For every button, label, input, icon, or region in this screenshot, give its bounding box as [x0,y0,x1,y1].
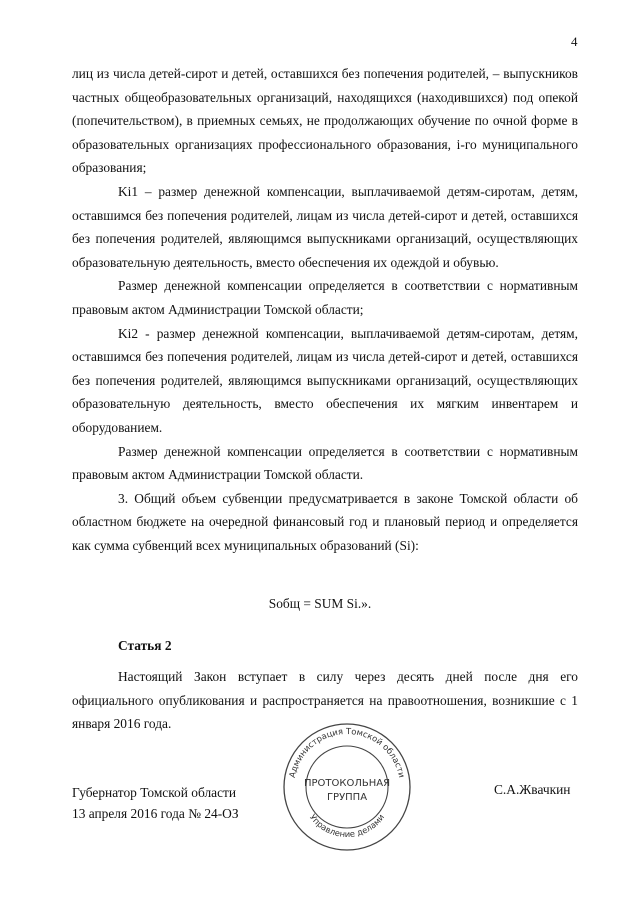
protocol-stamp [280,720,414,854]
law-date-number: 13 апреля 2016 года № 24-ОЗ [72,806,239,821]
signatory-title: Губернатор Томской области [72,785,237,800]
stamp-outer-top-text: Администрация Томской области [286,725,408,779]
page-number: 4 [571,34,578,49]
stamp-line2: ГРУППА [326,792,368,803]
article-text: Настоящий Закон вступает в силу через десять дней после дня его официального опубликования и распространяется на правоотношения, возникшие с 1 января 2016 года. [72,669,578,732]
stamp-line1: ПРОТОКОЛЬНАЯ [303,778,391,789]
paragraph: Размер денежной компенсации определяется в соответствии с нормативным правовым актом Администрации Томской области; [72,278,578,317]
signatory-name: С.А.Жвачкин [494,782,571,797]
stamp-outer-bottom-text: Управление делами [307,812,387,840]
paragraph: Ki1 – размер денежной компенсации, выплачиваемой детям-сиротам, детям, оставшимся без попечения родителей, лицам из числа детей-сирот и детей, оставшихся без попечения родителей, являющимся выпускниками организаций, осуществляющих образовательную деятельность, вместо обеспечения их одеждой и обувью. [72,183,578,270]
paragraph: Размер денежной компенсации определяется в соответствии с нормативным правовым актом Администрации Томской области. [72,443,578,483]
signature-block [72,782,239,824]
svg-text:Управление делами [308,812,386,839]
body-text [72,62,578,557]
svg-text:Администрация Томской области [287,726,407,779]
formula: Sобщ = SUM Si.». [268,596,372,611]
paragraph: Ki2 - размер денежной компенсации, выплачиваемой детям-сиротам, детям, оставшимся без попечения родителей, лицам из числа детей-сирот и детей, оставшихся без попечения родителей, являющимся выпускниками организаций, осуществляющих образовательную деятельность, вместо обеспечения их мягким инвентарем и оборудованием. [72,325,578,435]
paragraph: лиц из числа детей-сирот и детей, оставшихся без попечения родителей, – выпускников частных общеобразовательных организаций, находящихся (находившихся) под опекой (попечительством), в приемных семьях, не продолжающих обучение по очной форме в образовательных организациях профессионального образования, i-го муниципального образования; [72,66,578,176]
article-heading: Статья 2 [118,638,172,653]
paragraph: 3. Общий объем субвенции предусматривается в законе Томской области об областном бюджете на очередной финансовый год и плановый период и определяется как сумма субвенций всех муниципальных образований (Si): [72,490,578,553]
